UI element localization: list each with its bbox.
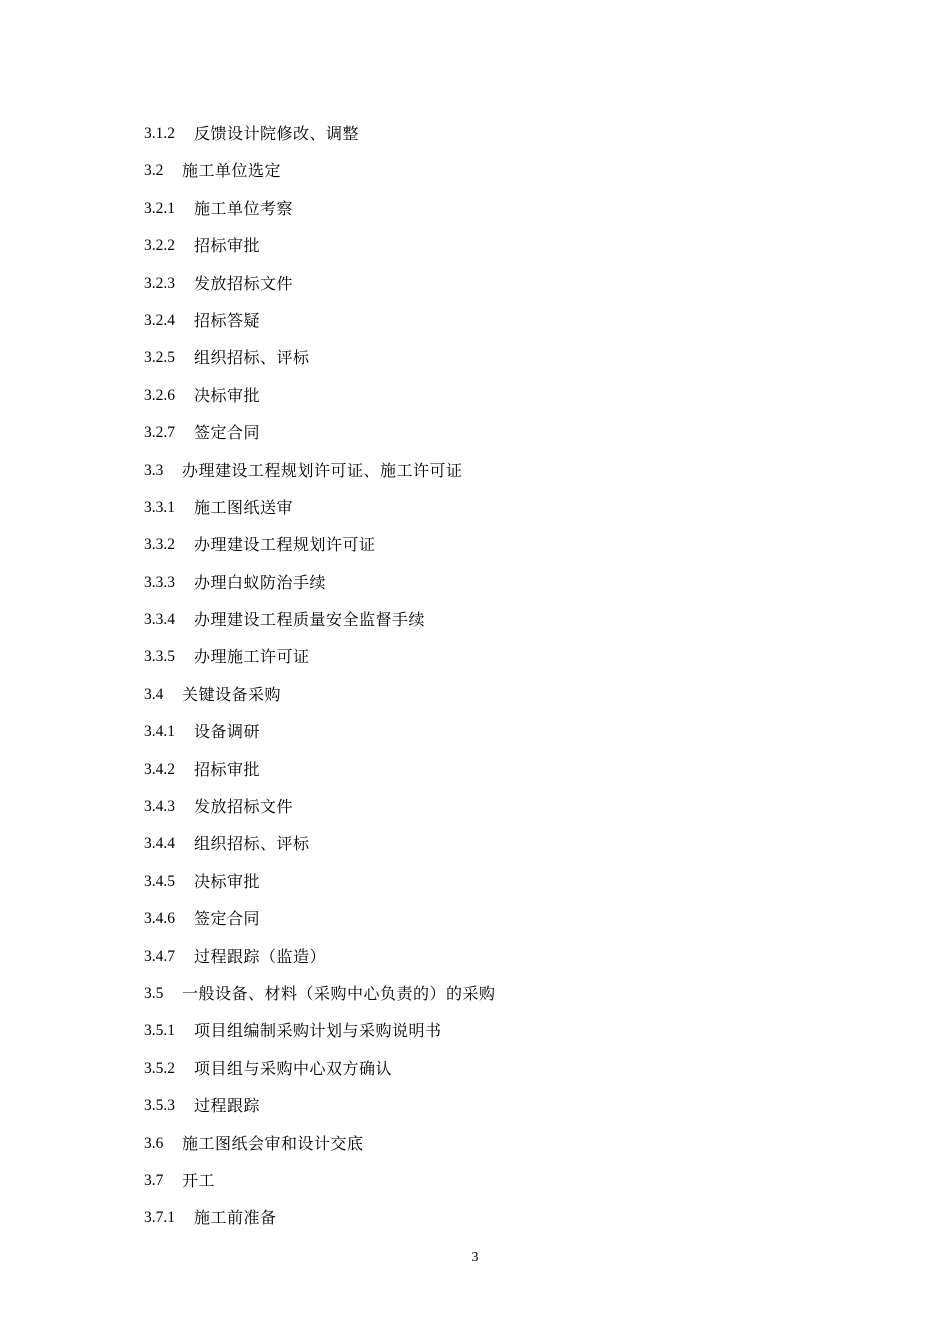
outline-item xyxy=(144,120,496,157)
outline-item xyxy=(144,980,496,1017)
outline-item xyxy=(144,793,496,830)
section-number: 3.2.4 xyxy=(144,311,175,329)
outline-item xyxy=(144,157,496,194)
section-title: 施工图纸送审 xyxy=(194,497,294,517)
section-number: 3.3.1 xyxy=(144,498,175,516)
section-title: 组织招标、评标 xyxy=(194,834,310,854)
section-title: 关键设备采购 xyxy=(182,684,282,704)
outline-item xyxy=(144,756,496,793)
outline-item xyxy=(144,943,496,980)
section-title: 办理建设工程规划许可证 xyxy=(194,535,376,555)
section-number: 3.4.5 xyxy=(144,872,175,890)
section-number: 3.5.2 xyxy=(144,1059,175,1077)
section-title: 办理建设工程质量安全监督手续 xyxy=(194,610,426,630)
outline-item xyxy=(144,195,496,232)
outline-item xyxy=(144,531,496,568)
section-title: 办理施工许可证 xyxy=(194,647,310,667)
section-number: 3.3.4 xyxy=(144,611,175,629)
section-number: 3.4.7 xyxy=(144,947,175,965)
section-title: 项目组编制采购计划与采购说明书 xyxy=(194,1021,442,1041)
section-number: 3.4.4 xyxy=(144,835,175,853)
section-title: 一般设备、材料（采购中心负责的）的采购 xyxy=(182,983,496,1003)
section-number: 3.5.1 xyxy=(144,1022,175,1040)
section-number: 3.2.6 xyxy=(144,386,175,404)
section-number: 3.3.3 xyxy=(144,573,175,591)
section-number: 3.4.3 xyxy=(144,798,175,816)
section-title: 决标审批 xyxy=(194,871,261,891)
outline-item xyxy=(144,1204,496,1241)
outline-item xyxy=(144,1092,496,1129)
section-title: 招标审批 xyxy=(194,759,261,779)
outline-item xyxy=(144,307,496,344)
outline-item xyxy=(144,905,496,942)
section-number: 3.2 xyxy=(144,162,164,180)
outline-item xyxy=(144,1130,496,1167)
section-number: 3.5 xyxy=(144,984,164,1002)
section-title: 组织招标、评标 xyxy=(194,348,310,368)
section-number: 3.6 xyxy=(144,1134,164,1152)
section-number: 3.2.2 xyxy=(144,237,175,255)
outline-item xyxy=(144,868,496,905)
section-number: 3.2.3 xyxy=(144,274,175,292)
section-title: 反馈设计院修改、调整 xyxy=(194,124,360,143)
section-number: 3.2.7 xyxy=(144,424,175,442)
section-number: 3.7 xyxy=(144,1171,164,1189)
section-title: 项目组与采购中心双方确认 xyxy=(194,1058,393,1078)
section-title: 施工图纸会审和设计交底 xyxy=(182,1133,364,1153)
section-title: 施工前准备 xyxy=(194,1208,277,1228)
section-title: 招标答疑 xyxy=(194,310,261,330)
outline-item xyxy=(144,718,496,755)
section-number: 3.3.5 xyxy=(144,648,175,666)
outline-item xyxy=(144,1055,496,1092)
section-number: 3.3 xyxy=(144,461,164,479)
section-title: 开工 xyxy=(182,1170,216,1190)
outline-item xyxy=(144,270,496,307)
outline-item xyxy=(144,1017,496,1054)
outline-list xyxy=(144,120,496,1242)
outline-item xyxy=(144,643,496,680)
outline-item xyxy=(144,232,496,269)
section-title: 办理建设工程规划许可证、施工许可证 xyxy=(182,460,463,480)
section-number: 3.3.2 xyxy=(144,536,175,554)
section-number: 3.1.2 xyxy=(144,125,175,142)
section-number: 3.4.6 xyxy=(144,910,175,928)
outline-item xyxy=(144,457,496,494)
outline-item xyxy=(144,382,496,419)
section-title: 发放招标文件 xyxy=(194,797,294,817)
section-number: 3.4.1 xyxy=(144,723,175,741)
page-number: 3 xyxy=(471,1250,479,1265)
section-title: 签定合同 xyxy=(194,909,261,929)
outline-item xyxy=(144,606,496,643)
section-title: 发放招标文件 xyxy=(194,273,294,293)
section-number: 3.2.5 xyxy=(144,349,175,367)
section-title: 招标审批 xyxy=(194,236,261,256)
section-title: 施工单位选定 xyxy=(182,161,282,181)
section-title: 过程跟踪 xyxy=(194,1096,261,1116)
section-title: 过程跟踪（监造） xyxy=(194,946,327,966)
outline-item xyxy=(144,681,496,718)
section-number: 3.5.3 xyxy=(144,1097,175,1115)
section-number: 3.2.1 xyxy=(144,199,175,217)
outline-item xyxy=(144,569,496,606)
section-title: 设备调研 xyxy=(194,722,261,742)
section-title: 决标审批 xyxy=(194,385,261,405)
section-number: 3.4 xyxy=(144,685,164,703)
outline-item xyxy=(144,1167,496,1204)
section-title: 办理白蚁防治手续 xyxy=(194,572,327,592)
outline-item xyxy=(144,494,496,531)
section-number: 3.7.1 xyxy=(144,1209,175,1227)
section-title: 施工单位考察 xyxy=(194,198,294,218)
outline-item xyxy=(144,419,496,456)
section-title: 签定合同 xyxy=(194,423,261,443)
section-number: 3.4.2 xyxy=(144,760,175,778)
outline-item xyxy=(144,344,496,381)
outline-item xyxy=(144,830,496,867)
